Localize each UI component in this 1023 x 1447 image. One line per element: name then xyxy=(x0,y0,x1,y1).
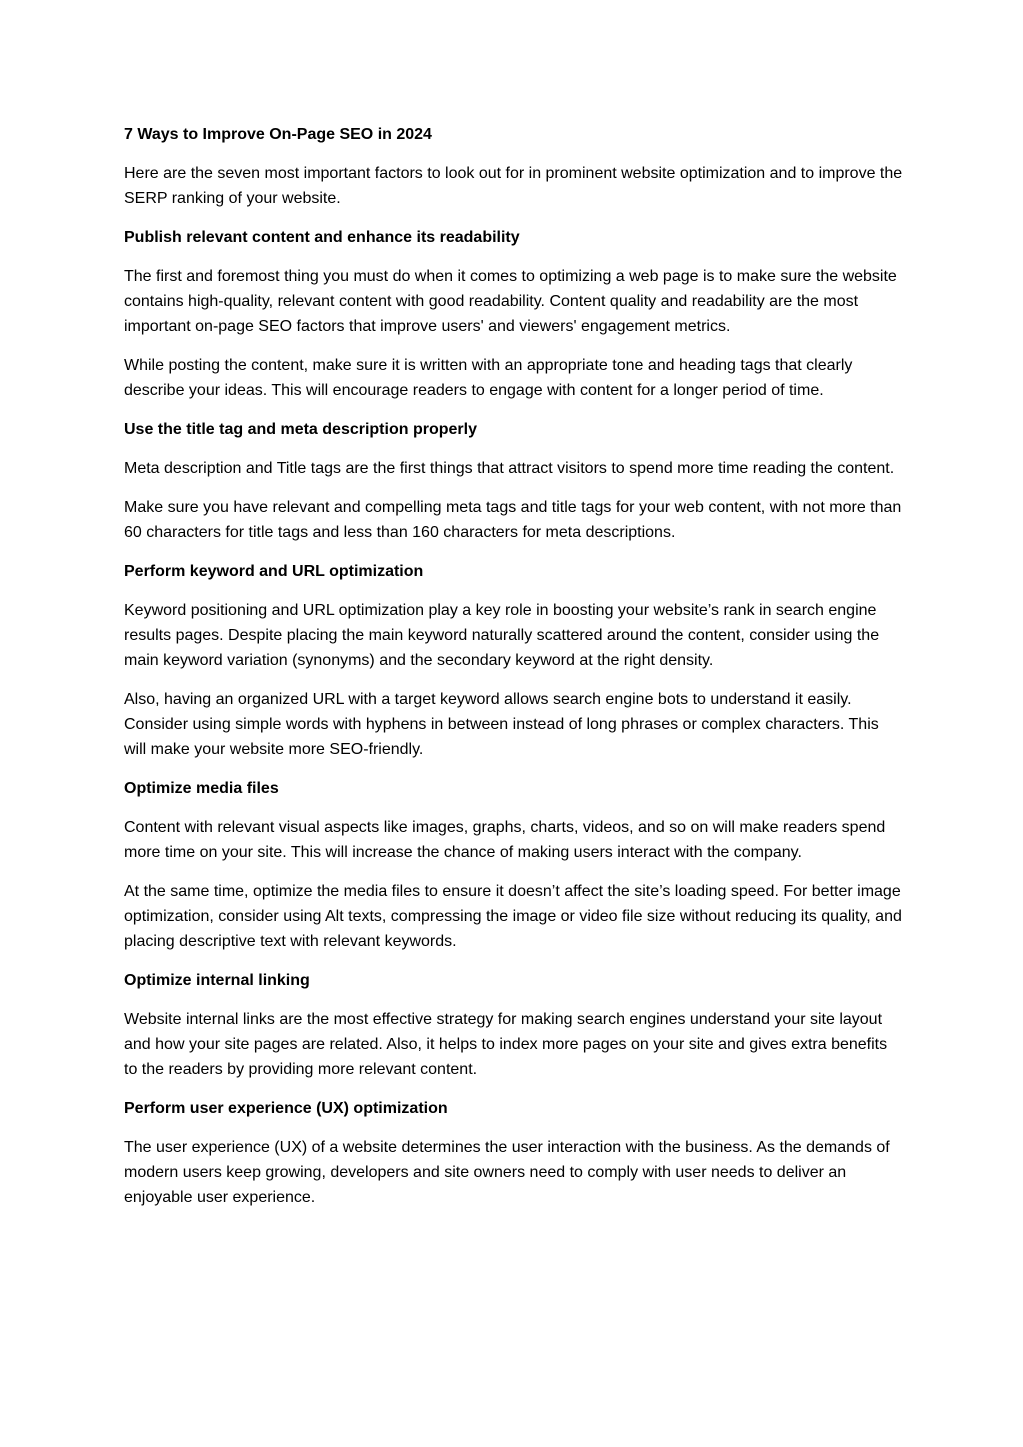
section-paragraph: The user experience (UX) of a website determines the user interaction with the business. As the demands of modern users keep growing, developers and site owners need to comply with user needs to deliver an enjoyable user experience. xyxy=(124,1139,890,1206)
section-title-meta xyxy=(124,417,904,545)
section-heading: Optimize internal linking xyxy=(124,972,310,989)
section-content-readability xyxy=(124,225,904,403)
section-ux-optimization xyxy=(124,1096,904,1210)
section-keyword-url xyxy=(124,559,904,762)
section-paragraph: Also, having an organized URL with a target keyword allows search engine bots to understand it easily. Consider using simple words with hyphens in between instead of long phrases or complex characters. This will make your website more SEO-friendly. xyxy=(124,691,879,758)
section-heading: Publish relevant content and enhance its readability xyxy=(124,229,520,246)
section-paragraph: While posting the content, make sure it is written with an appropriate tone and heading tags that clearly describe your ideas. This will encourage readers to engage with content for a longer period of time. xyxy=(124,357,853,399)
section-paragraph: The first and foremost thing you must do when it comes to optimizing a web page is to make sure the website contains high-quality, relevant content with good readability. Content quality and readability are the most important on-page SEO factors that improve users' and viewers' engagement metrics. xyxy=(124,268,897,335)
section-paragraph: At the same time, optimize the media files to ensure it doesn’t affect the site’s loading speed. For better image optimization, consider using Alt texts, compressing the image or video file size without reducing its quality, and placing descriptive text with relevant keywords. xyxy=(124,883,902,950)
section-paragraph: Keyword positioning and URL optimization play a key role in boosting your website’s rank in search engine results pages. Despite placing the main keyword naturally scattered around the content, consider using the main keyword variation (synonyms) and the secondary keyword at the right density. xyxy=(124,602,880,669)
document-page xyxy=(124,122,904,1224)
section-heading: Use the title tag and meta description properly xyxy=(124,421,477,438)
section-heading: Perform user experience (UX) optimization xyxy=(124,1100,448,1117)
document-title: 7 Ways to Improve On-Page SEO in 2024 xyxy=(124,126,432,143)
section-paragraph: Make sure you have relevant and compelling meta tags and title tags for your web content, with not more than 60 characters for title tags and less than 160 characters for meta descriptions. xyxy=(124,499,902,541)
intro-paragraph: Here are the seven most important factors to look out for in prominent website optimization and to improve the SERP ranking of your website. xyxy=(124,165,903,207)
section-paragraph: Website internal links are the most effective strategy for making search engines understand your site layout and how your site pages are related. Also, it helps to index more pages on your site and gives extra benefits to the readers by providing more relevant content. xyxy=(124,1011,888,1078)
section-paragraph: Content with relevant visual aspects like images, graphs, charts, videos, and so on will make readers spend more time on your site. This will increase the chance of making users interact with the company. xyxy=(124,819,886,861)
section-internal-linking xyxy=(124,968,904,1082)
section-media-files xyxy=(124,776,904,954)
section-paragraph: Meta description and Title tags are the first things that attract visitors to spend more time reading the content. xyxy=(124,460,895,477)
section-heading: Optimize media files xyxy=(124,780,279,797)
section-heading: Perform keyword and URL optimization xyxy=(124,563,424,580)
